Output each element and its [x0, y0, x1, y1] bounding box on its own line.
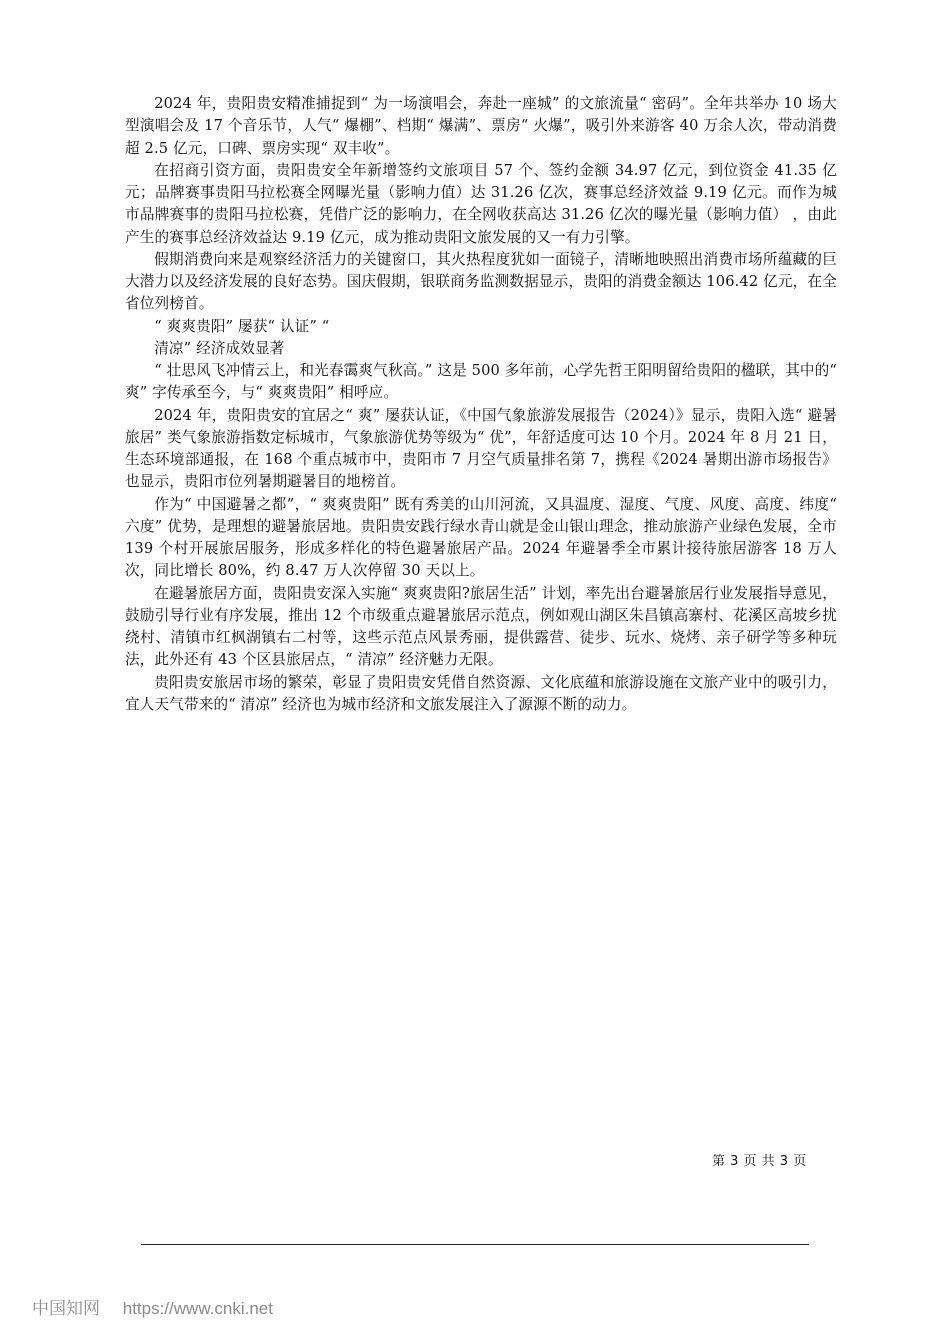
paragraph-conclusion: 贵阳贵安旅居市场的繁荣，彰显了贵阳贵安凭借自然资源、文化底蕴和旅游设施在文旅产业中的吸引力，宜人天气带来的“ 清凉” 经济也为城市经济和文旅发展注入了源源不断的动力。: [125, 673, 837, 713]
footer-divider: [141, 1244, 809, 1245]
watermark-site-name: 中国知网: [32, 1299, 100, 1318]
document-body: [125, 93, 837, 716]
paragraph-investment: 在招商引资方面，贵阳贵安全年新增签约文旅项目 57 个、签约金额 34.97 亿元，到位资金 41.35 亿元；品牌赛事贵阳马拉松赛全网曝光量（影响力值）达 31.26 亿次，赛事总经济效益 9.19 亿元。而作为城市品牌赛事的贵阳马拉松赛，凭借广泛的影响力，在全网收获高达 31.26 亿次的曝光量（影响力值） ，由此产生的赛事总经济效益达 9.19 亿元，成为推动贵阳文旅发展的又一有力引擎。: [125, 161, 837, 246]
paragraph-summer-capital: 作为“ 中国避暑之都”，“ 爽爽贵阳” 既有秀美的山川河流，又具温度、湿度、气度、风度、高度、纬度“ 六度” 优势，是理想的避暑旅居地。贵阳贵安践行绿水青山就是金山银山理念，推动旅游产业绿色发展，全市 139 个村开展旅居服务，形成多样化的特色避暑旅居产品。2024 年避暑季全市累计接待旅居游客 18 万人次，同比增长 80%，约 8.47 万人次停留 30 天以上。: [125, 495, 837, 580]
page-number: 第 3 页 共 3 页: [712, 1154, 807, 1169]
paragraph-holiday-consumption: 假期消费向来是观察经济活力的关键窗口，其火热程度犹如一面镜子，清晰地映照出消费市场所蕴藏的巨大潜力以及经济发展的良好态势。国庆假期，银联商务监测数据显示，贵阳的消费金额达 106.42 亿元，在全省位列榜首。: [125, 250, 837, 313]
watermark: [32, 1294, 273, 1319]
section-heading-line-2: 清凉” 经济成效显著: [154, 339, 285, 357]
paragraph-concerts: 2024 年，贵阳贵安精准捕捉到“ 为一场演唱会，奔赴一座城” 的文旅流量“ 密码”。全年共举办 10 场大型演唱会及 17 个音乐节，人气“ 爆棚”、档期“ 爆满”、票房“ 火爆”，吸引外来游客 40 万余人次，带动消费超 2.5 亿元，口碑、票房实现“ 双丰收”。: [125, 95, 837, 157]
paragraph-couplet: “ 壮思风飞冲情云上，和光春霭爽气秋高。” 这是 500 多年前，心学先哲王阳明留给贵阳的楹联，其中的“ 爽” 字传承至今，与“ 爽爽贵阳” 相呼应。: [125, 362, 837, 402]
watermark-url[interactable]: https://www.cnki.net: [122, 1299, 273, 1318]
paragraph-certification: 2024 年，贵阳贵安的宜居之“ 爽” 屡获认证，《中国气象旅游发展报告（2024）》显示，贵阳入选“ 避暑旅居” 类气象旅游指数定标城市，气象旅游优势等级为“ 优”，年舒适度可达 10 个月。2024 年 8 月 21 日，生态环境部通报，在 168 个重点城市中，贵阳市 7 月空气质量排名第 7，携程《2024 暑期出游市场报告》也显示，贵阳市位列暑期避暑目的地榜首。: [125, 406, 837, 491]
section-heading-line-1: “ 爽爽贵阳” 屡获“ 认证” “: [154, 317, 330, 335]
paragraph-summer-residence: 在避暑旅居方面，贵阳贵安深入实施“ 爽爽贵阳?旅居生活” 计划，率先出台避暑旅居行业发展指导意见，鼓励引导行业有序发展，推出 12 个市级重点避暑旅居示范点，例如观山湖区朱昌镇高寨村、花溪区高坡乡扰绕村、清镇市红枫湖镇右二村等，这些示范点风景秀丽，提供露营、徒步、玩水、烧烤、亲子研学等多种玩法，此外还有 43 个区县旅居点，“ 清凉” 经济魅力无限。: [125, 584, 837, 669]
